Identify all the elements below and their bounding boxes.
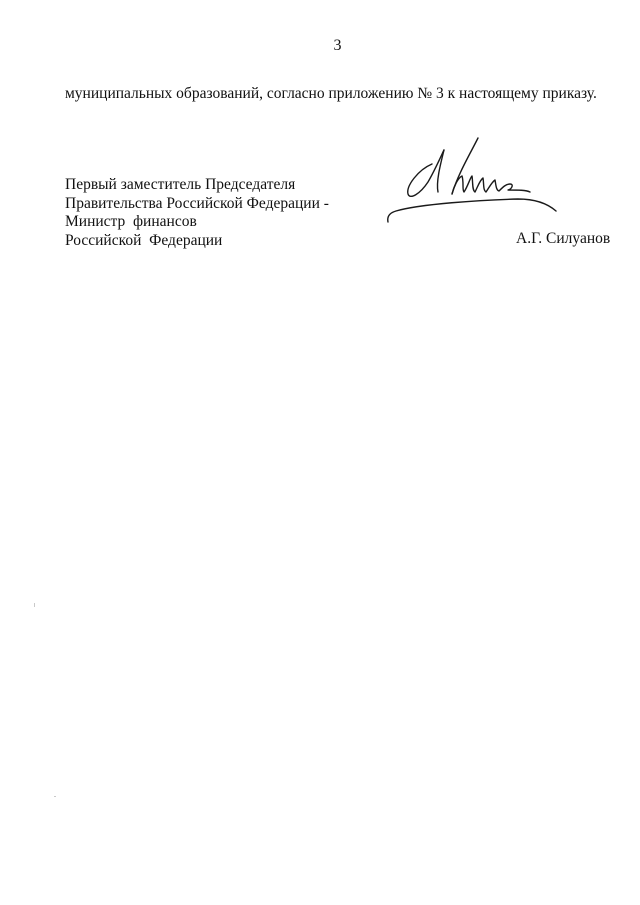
signatory-name: А.Г. Силуанов	[516, 230, 611, 247]
page-number: 3	[333, 37, 342, 54]
signatory-title-line: Первый заместитель Председателя	[65, 176, 296, 193]
signatory-title	[65, 176, 365, 250]
signatory-title-line: Российской Федерации	[65, 231, 223, 249]
body-text: муниципальных образований, согласно приложению № 3 к настоящему приказу.	[65, 85, 597, 102]
signature-icon	[380, 132, 570, 232]
scan-speck	[34, 603, 35, 607]
scan-speck	[54, 796, 56, 797]
signatory-title-line: Министр финансов	[65, 213, 197, 230]
signatory-title-line: Правительства Российской Федерации -	[65, 194, 329, 212]
